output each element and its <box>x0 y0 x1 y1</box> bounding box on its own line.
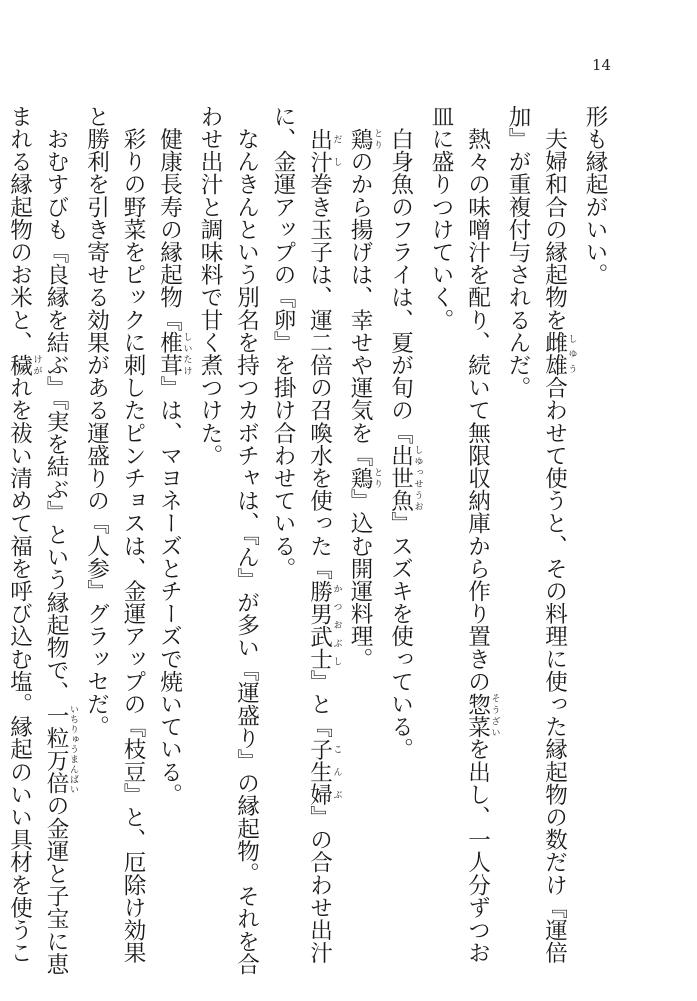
paragraph <box>192 105 265 985</box>
ruby-reading: だし <box>331 127 342 173</box>
page-number: 14 <box>592 56 612 74</box>
paragraph <box>423 105 500 985</box>
ruby-reading: とり <box>372 127 382 151</box>
ruby-base: 一粒万倍 <box>43 703 69 795</box>
text-run <box>347 105 373 128</box>
text-run: 熱々の味噌汁を配り、続いて無限収納庫から作り置きの <box>464 105 491 693</box>
ruby-annotation <box>156 331 192 377</box>
text-run <box>307 105 333 128</box>
ruby-base: 出世魚 <box>387 444 414 512</box>
text-run: 』込む開運料理。 <box>347 489 373 671</box>
text-run: 形も縁起がいい。 <box>582 105 608 286</box>
text-run: 』スズキを使っている。 <box>387 511 414 761</box>
paragraph <box>265 105 342 985</box>
paragraph <box>0 105 78 985</box>
text-run: のから揚げは、幸せや運気を『 <box>347 150 373 467</box>
ruby-reading: かつおぶし <box>331 579 342 671</box>
ruby-base: 鶏 <box>347 127 373 151</box>
ruby-annotation <box>347 466 382 490</box>
ruby-reading: いちりゅうまんばい <box>68 703 78 795</box>
ruby-reading: とり <box>372 466 382 490</box>
ruby-base: 出汁 <box>306 127 333 173</box>
text-run: を出し、一人分ずつお皿に盛りつけていく。 <box>428 105 491 964</box>
ruby-reading: しゆっせうお <box>412 444 423 512</box>
paragraph <box>382 105 423 985</box>
ruby-base: 惣菜 <box>464 692 491 738</box>
text-run: なんきんという別名を持つカボチャは、『ん』が多い『運盛り』の縁起物。それを合わせ出汁と調味料で甘く煮つけた。 <box>197 105 260 976</box>
text-run: 白身魚のフライは、夏が旬の『 <box>387 105 414 444</box>
ruby-reading: そうざい <box>489 692 500 738</box>
text-run: 合わせて使うと、その料理に使った縁起物の数だけ『運倍加』が重複付与されるんだ。 <box>505 105 568 964</box>
vertical-body-text <box>0 105 613 985</box>
text-run: の金運と子宝に恵まれる縁起物のお米と、 <box>6 105 69 976</box>
paragraph <box>577 105 614 985</box>
paragraph <box>78 105 151 985</box>
ruby-reading: こんぶ <box>331 737 342 806</box>
ruby-annotation <box>387 444 423 512</box>
ruby-base: 勝男武士 <box>306 579 333 671</box>
ruby-annotation <box>306 127 342 173</box>
text-run: れを祓い清めて福を呼び込む塩。縁起のいい具材を使うこ <box>6 376 33 964</box>
ruby-annotation <box>6 353 42 377</box>
text-run: 』の合わせ出汁に、金運アップの『卵』を掛け合わせている。 <box>270 105 333 964</box>
ruby-annotation <box>347 127 382 151</box>
ruby-base: 鶏 <box>347 466 373 490</box>
paragraph <box>342 105 383 985</box>
ruby-annotation <box>306 579 342 671</box>
ruby-reading: しゆう <box>566 331 577 377</box>
text-run: おむすびも『良縁を結ぶ』『実を結ぶ』という縁起物で、 <box>43 105 69 704</box>
paragraph <box>500 105 577 985</box>
text-run: 健康長寿の縁起物『 <box>156 105 183 331</box>
ruby-annotation <box>306 737 342 806</box>
ruby-annotation <box>541 331 577 377</box>
text-run: 彩りの野菜をピックに刺したピンチョスは、金運アップの『枝豆』と、厄除け効果と勝利を引き寄せる効果がある運盛りの『人参』グラッセだ。 <box>83 105 146 964</box>
ruby-base: 穢 <box>6 353 33 377</box>
text-run: 』は、マヨネーズとチーズで焼いている。 <box>156 376 183 806</box>
ruby-reading: しいたけ <box>181 331 192 377</box>
ruby-base: 椎茸 <box>156 331 183 377</box>
text-run: 巻き玉子は、運二倍の召喚水を使った『 <box>306 172 333 580</box>
text-run: 夫婦和合の縁起物を <box>541 105 568 331</box>
ruby-base: 子生婦 <box>306 737 333 806</box>
ruby-annotation <box>43 703 78 795</box>
ruby-reading: けが <box>31 353 42 377</box>
paragraph <box>151 105 192 985</box>
ruby-annotation <box>464 692 500 738</box>
text-run: 』と『 <box>306 670 333 738</box>
ruby-base: 雌雄 <box>541 331 568 377</box>
